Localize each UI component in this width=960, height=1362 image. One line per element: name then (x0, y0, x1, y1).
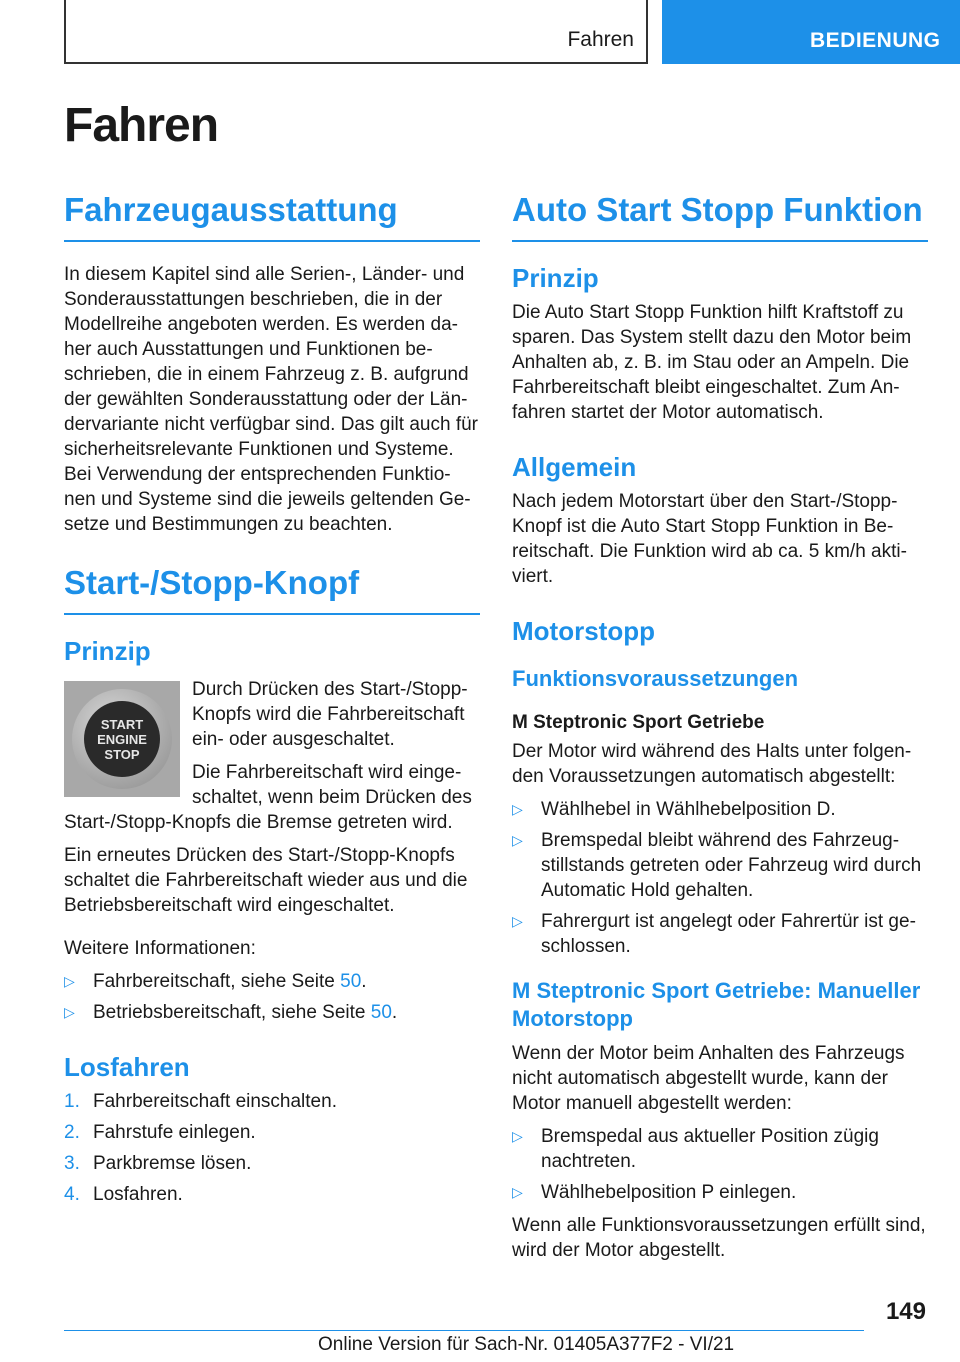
bullet-triangle-icon: ▷ (64, 1004, 75, 1020)
paragraph: Die Auto Start Stopp Funktion hilft Kraftstoff zu sparen. Das System stellt dazu den Motor beim Anhalten ab, z. B. im Stau oder an Ampeln. Die Fahrbereitschaft bleibt eingeschaltet. Zum An-fahren startet der Motor automatisch. (512, 302, 912, 423)
section-title-start-stopp-knopf: Start-/Stopp-Knopf (64, 563, 480, 615)
button-label-engine: ENGINE (97, 731, 147, 747)
paragraph: Der Motor wird während des Halts unter folgen-den Voraussetzungen automatisch abgestellt: (512, 741, 912, 787)
list-item: 4. Losfahren. (64, 1184, 183, 1205)
page-title: Fahren (64, 99, 219, 152)
list-item: 2. Fahrstufe einlegen. (64, 1122, 256, 1143)
list-item: ▷ Bremspedal bleibt während des Fahrzeug-stillstands getreten oder Fahrzeug wird durch Automatic Hold gehalten. (512, 830, 922, 901)
bullet-triangle-icon: ▷ (512, 1128, 523, 1144)
paragraph: Wenn alle Funktionsvoraussetzungen erfüllt sind, wird der Motor abgestellt. (512, 1215, 926, 1261)
page-link[interactable]: 50 (370, 1002, 392, 1023)
subsection-title-prinzip: Prinzip (512, 263, 599, 293)
footer-online-version: Online Version für Sach-Nr. 01405A377F2 - VI/21 (318, 1334, 735, 1355)
subsection-title-getriebe: M Steptronic Sport Getriebe (512, 712, 765, 733)
subsection-title-losfahren: Losfahren (64, 1052, 190, 1082)
header-chapter-box (64, 0, 648, 64)
footer-divider (64, 1330, 864, 1331)
start-stop-button-image (64, 681, 180, 797)
getriebe-conditions-list (512, 797, 928, 959)
paragraph: In diesem Kapitel sind alle Serien-, Länder- und Sonderausstattungen beschrieben, die in der Modellreihe angeboten werden. Es werden da-her auch Ausstattungen und Funktionen be-schrieben, die in einem Fahrzeug z. B. aufgrund der gewählten Sonderausstattung oder der Län-dervariante nicht verfügbar sind. Das gilt auch für sicherheitsrelevante Funktionen und Systeme. Bei Verwendung der entsprechenden Funktio-nen und Systeme sind die jeweils geltenden Ge-setze und Bestimmungen zu beachten. (64, 264, 478, 535)
bullet-triangle-icon: ▷ (64, 973, 75, 989)
page-link[interactable]: 50 (340, 971, 362, 992)
list-item: ▷ Fahrbereitschaft, siehe Seite 50. (64, 971, 367, 992)
paragraph: Durch Drücken des Start-/Stopp-Knopfs wird die Fahrbereitschaft ein- oder ausgeschaltet. (192, 679, 468, 750)
list-item: ▷ Betriebsbereitschaft, siehe Seite 50. (64, 1002, 398, 1023)
subsection-title-motorstopp: Motorstopp (512, 616, 655, 646)
list-item: 1. Fahrbereitschaft einschalten. (64, 1091, 337, 1112)
start-stop-button-face (84, 701, 160, 777)
subsection-title-funktionsvoraussetzungen: Funktionsvoraussetzungen (512, 666, 799, 691)
list-item: ▷ Fahrergurt ist angelegt oder Fahrertür ist ge-schlossen. (512, 911, 916, 957)
paragraph: Ein erneutes Drücken des Start-/Stopp-Knopfs schaltet die Fahrbereitschaft wieder aus und die Betriebsbereitschaft wird eingeschaltet. (64, 845, 468, 916)
button-label-stop: STOP (104, 746, 140, 762)
paragraph-more-info: Weitere Informationen: (64, 938, 256, 959)
list-item: ▷ Bremspedal aus aktueller Position zügig nachtreten. (512, 1126, 879, 1172)
section-title-fahrzeugausstattung: Fahrzeugausstattung (64, 190, 480, 242)
page-number: 149 (885, 1298, 926, 1325)
subsection-title-manueller-motorstopp: M Steptronic Sport Getriebe: Manueller Motorstopp (512, 978, 921, 1031)
list-item: 3. Parkbremse lösen. (64, 1153, 252, 1174)
list-item: ▷ Wählhebelposition P einlegen. (512, 1182, 797, 1203)
button-label-start: START (100, 716, 144, 732)
bullet-triangle-icon: ▷ (512, 913, 523, 929)
bullet-triangle-icon: ▷ (512, 801, 523, 817)
bullet-triangle-icon: ▷ (512, 1184, 523, 1200)
section-title-auto-start-stopp: Auto Start Stopp Funktion (512, 190, 928, 242)
list-item: ▷ Wählhebel in Wählhebelposition D. (512, 799, 836, 820)
more-info-list (64, 969, 480, 1025)
header-chapter: Fahren (567, 28, 634, 51)
bullet-triangle-icon: ▷ (512, 832, 523, 848)
paragraph: Nach jedem Motorstart über den Start-/Stopp-Knopf ist die Auto Start Stopp Funktion in Be-reitschaft. Die Funktion wird ab ca. 5 km/h akti-viert. (512, 491, 907, 587)
header-section-box (662, 0, 960, 64)
manuell-steps-list (512, 1124, 928, 1205)
subsection-title-prinzip: Prinzip (64, 636, 151, 666)
losfahren-steps (64, 1089, 480, 1207)
subsection-title-allgemein: Allgemein (512, 452, 637, 482)
left-column (64, 190, 480, 1215)
header-section: BEDIENUNG (810, 29, 941, 52)
start-stop-button-ring (72, 689, 172, 789)
right-column (512, 190, 928, 1271)
paragraph: Die Fahrbereitschaft wird einge-schaltet, wenn beim Drücken des Start-/Stopp-Knopfs die Bremse getreten wird. (64, 762, 472, 833)
prinzip-figure-row (64, 677, 480, 843)
paragraph: Wenn der Motor beim Anhalten des Fahrzeugs nicht automatisch abgestellt wurde, kann der Motor manuell abgestellt werden: (512, 1043, 905, 1114)
